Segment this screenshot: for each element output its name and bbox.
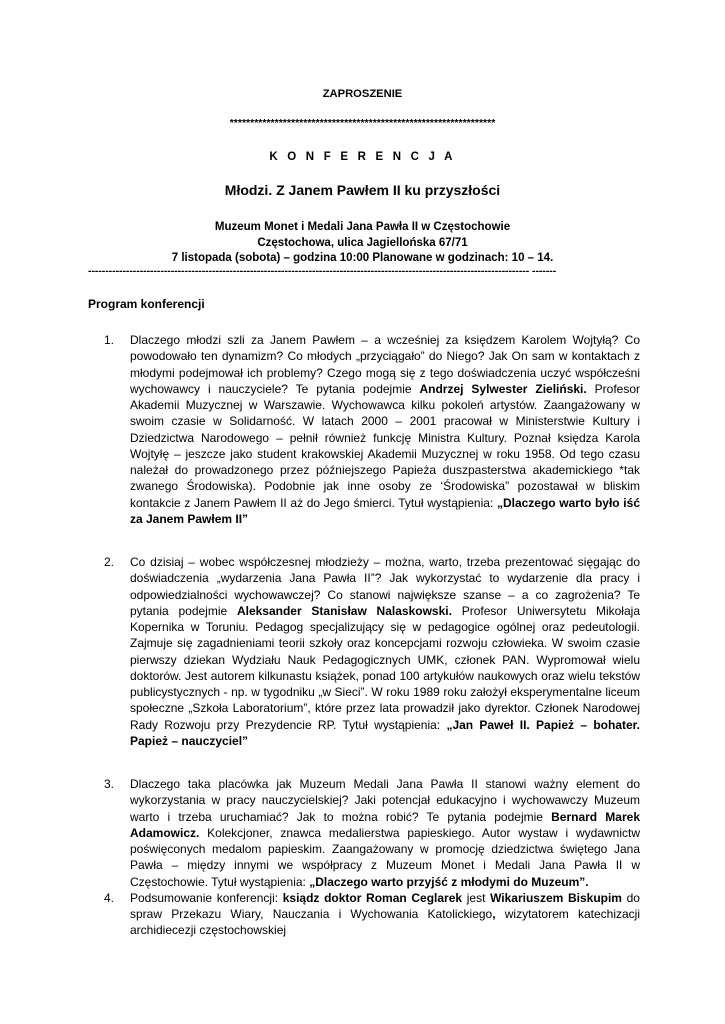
program-item-4 bbox=[104, 890, 640, 939]
item-text: Kolekcjoner, znawca medalierstwa papieskiego. Autor wystaw i wydawnictw poświęconych medalom papieskim. Zaangażowany w promocję dziedzictwa świętego Jana Pawła – między innymi we współpracy z Muzeum Monet i Medali Jana Pawła II w Częstochowie. Tytuł wystąpienia: bbox=[130, 825, 640, 889]
dash-separator: -------------------------------------------------------------------------------------------------------------------------------- ------- bbox=[88, 265, 557, 277]
item-text: Profesor Akademii Muzycznej w Warszawie. Wychowawca kilku pokoleń artystów. Zaangażowany w swoim czasie w Solidarność. W latach 2000 – 2001 pracował w Ministerstwie Kultury i Dziedzictwa Narodowego – pełnił również funkcję Ministra Kultury. Poznał księdza Karola Wojtyłę – jeszcze jako student krakowskiej Akademii Muzycznej w roku 1958. Od tego czasu należał do prowadzonego przez późniejszego Papieża duszpasterstwa akademickiego *tak zwanego Środowiska). Podobnie jak inne osoby ze ‘Środowiska” pozostawał w bliskim kontakcie z Janem Pawłem II aż do Jego śmierci. Tytuł wystąpienia: bbox=[130, 381, 640, 510]
venue-name: Muzeum Monet i Medali Jana Pawła II w Częstochowie bbox=[214, 221, 511, 233]
item-number: 4. bbox=[104, 890, 115, 905]
speaker-role: Wikariuszem Biskupim bbox=[490, 890, 622, 905]
talk-title: „Dlaczego warto przyjść z młodymi do Muzeum”. bbox=[309, 874, 589, 889]
program-item-1 bbox=[104, 332, 640, 527]
venue-address: Częstochowa, ulica Jagiellońska 67/71 bbox=[257, 236, 468, 249]
bold-comma: , bbox=[492, 907, 496, 921]
speaker-name: ksiądz doktor Roman Ceglarek bbox=[282, 890, 463, 905]
conference-label: K O N F E R E N C J A bbox=[269, 151, 456, 163]
item-text: Dlaczego młodzi szli za Janem Pawłem – a wcześniej za księdzem Karolem Wojtyłą? Co powodowało ten dynamizm? Co młodych „przyciągało” do Niego? Jak On sam w kontaktach z młodymi podejmował ich problemy? Czego mogą się z tego doświadczenia uczyć współcześni wychowawcy i nauczyciele? Te pytania podejmie bbox=[130, 333, 640, 396]
item-text: jest bbox=[462, 890, 491, 905]
speaker-name: Andrzej Sylwester Zieliński. bbox=[419, 381, 587, 396]
item-text: wizytatorem katechizacji archidiecezji częstochowskiej bbox=[130, 907, 640, 938]
conference-main-title: Młodzi. Z Janem Pawłem II ku przyszłości bbox=[224, 182, 501, 198]
program-heading: Program konferencji bbox=[88, 297, 205, 311]
item-text: Podsumowanie konferencji: bbox=[130, 890, 283, 905]
venue-block bbox=[0, 220, 725, 267]
item-text: Dlaczego taka placówka jak Muzeum Medali Jana Pawła II stanowi ważny element do wykorzystania w pracy nauczycielskiej? Jaki potencjał edukacyjno i wychowawczy Muzeum warto i trzeba uruchamiać? Jak to można robić? Te pytania podejmie bbox=[130, 777, 640, 824]
list-spacer bbox=[104, 527, 640, 554]
event-date-time: 7 listopada (sobota) – godzina 10:00 Planowane w godzinach: 10 – 14. bbox=[171, 252, 554, 264]
program-item-3 bbox=[104, 776, 640, 890]
item-number: 1. bbox=[104, 333, 115, 347]
program-item-2 bbox=[104, 554, 640, 749]
speaker-name: Bernard Marek Adamowicz. bbox=[130, 809, 640, 840]
item-number: 2. bbox=[104, 555, 115, 569]
invitation-title: ZAPROSZENIE bbox=[322, 88, 403, 100]
talk-title: „Dlaczego warto było iść za Janem Pawłem II” bbox=[130, 495, 640, 526]
item-number: 3. bbox=[104, 777, 115, 791]
item-text: do spraw Przekazu Wiary, Nauczania i Wychowania Katolickiego bbox=[130, 890, 640, 921]
item-text: Co dzisiaj – wobec współczesnej młodzieży – można, warto, trzeba prezentować sięgając do doświadczenia „wydarzenia Jana Pawła II”? Jak wykorzystać to wydarzenie dla pracy i odpowiedzialności wychowawczej? Co stanowi największe szanse – a co zagrożenia? Te pytania podejmie bbox=[130, 555, 640, 618]
talk-title: „Jan Paweł II. Papież – bohater. Papież – nauczyciel” bbox=[130, 717, 641, 748]
list-spacer bbox=[104, 749, 640, 776]
item-text: Profesor Uniwersytetu Mikołaja Kopernika w Toruniu. Pedagog specjalizujący się w pedagogice ogólnej oraz pedeutologii. Zajmuje się zagadnieniami teorii szkoły oraz koncepcjami rozwoju człowieka. W swoim czasie pierwszy dziekan Wydziału Nauk Pedagogicznych UMK, członek PAN. Wypromował wielu doktorów. Jest autorem kilkunastu książek, ponad 100 artykułów naukowych oraz wielu tekstów publicystycznych - np. w tygodniku „w Sieci”. W roku 1989 roku założył eksperymentalne liceum społeczne „Szkoła Laboratorium”, które przez lata prowadził jako dyrektor. Członek Narodowej Rady Rozwoju przy Prezydencie RP. Tytuł wystąpienia: bbox=[130, 603, 640, 732]
speaker-name: Aleksander Stanisław Nalaskowski. bbox=[236, 603, 452, 618]
program-list bbox=[104, 332, 640, 939]
star-separator: ***************************************************************** bbox=[229, 117, 496, 129]
